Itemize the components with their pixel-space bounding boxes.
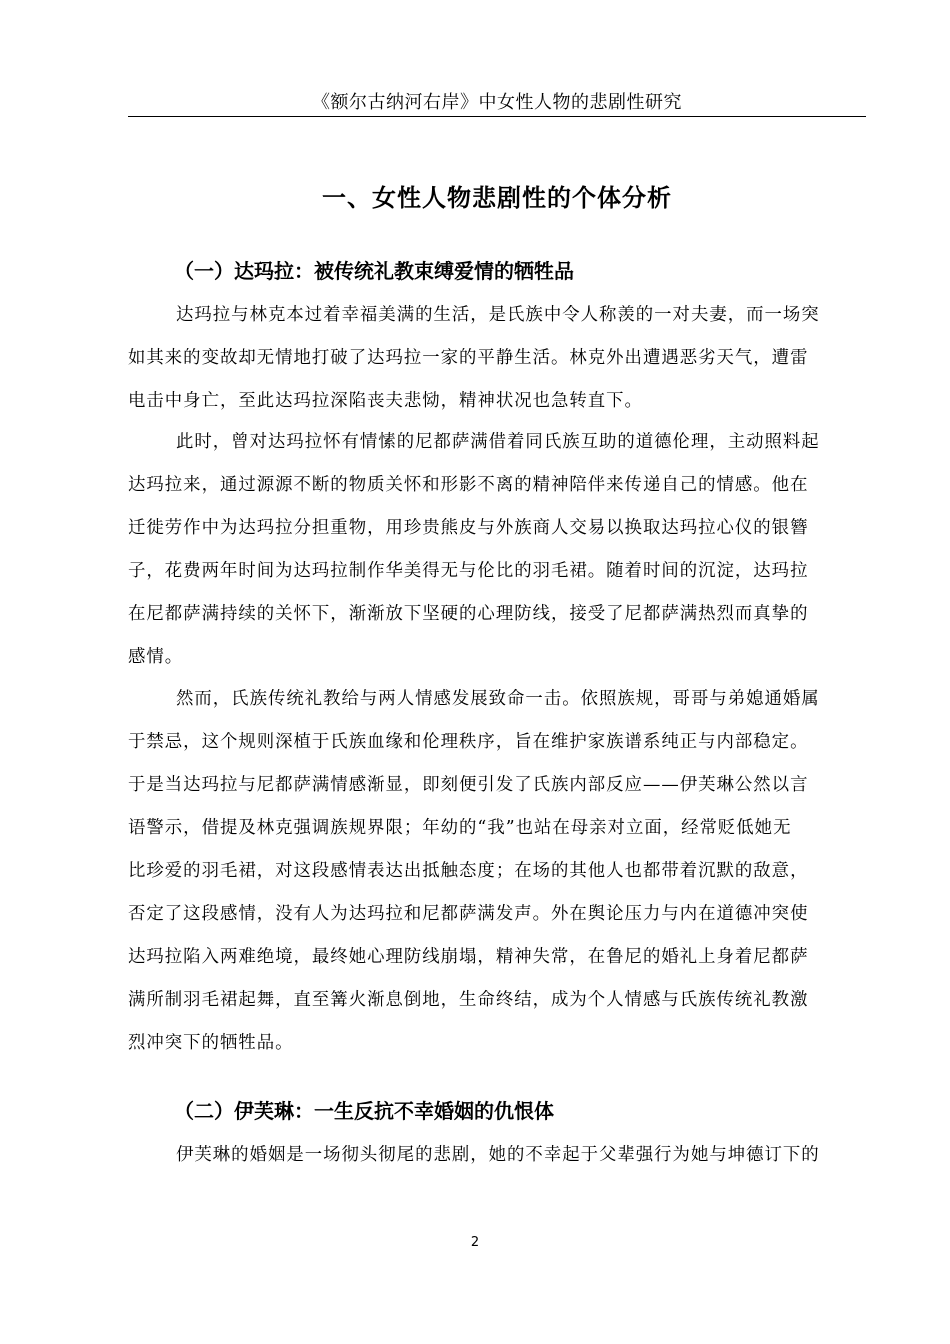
section-title-evelyn: （二）伊芙琳：一生反抗不幸婚姻的仇恨体 (174, 1099, 554, 1123)
paragraph-line: 伊芙琳的婚姻是一场彻头彻尾的悲剧，她的不幸起于父辈强行为她与坤德订下的 (176, 1145, 820, 1165)
paragraph-line: 感情。 (128, 647, 184, 667)
paragraph-line: 否定了这段感情，没有人为达玛拉和尼都萨满发声。外在舆论压力与内在道德冲突使 (128, 904, 809, 924)
running-header-title: 《额尔古纳河右岸》中女性人物的悲剧性研究 (312, 92, 682, 113)
paragraph-line: 如其来的变故却无情地打破了达玛拉一家的平静生活。林克外出遭遇恶劣天气，遭雷 (128, 348, 809, 368)
chapter-title: 一、女性人物悲剧性的个体分析 (322, 184, 672, 212)
paragraph-line: 在尼都萨满持续的关怀下，渐渐放下坚硬的心理防线，接受了尼都萨满热烈而真挚的 (128, 604, 809, 624)
paragraph-line: 达玛拉陷入两难绝境，最终她心理防线崩塌，精神失常，在鲁尼的婚礼上身着尼都萨 (128, 947, 809, 967)
paragraph-line: 烈冲突下的牺牲品。 (128, 1033, 294, 1053)
paragraph-line: 于禁忌，这个规则深植于氏族血缘和伦理秩序，旨在维护家族谱系纯正与内部稳定。 (128, 732, 809, 752)
paragraph-line: 子，花费两年时间为达玛拉制作华美得无与伦比的羽毛裙。随着时间的沉淀，达玛拉 (128, 561, 809, 581)
header-rule (128, 116, 866, 117)
section-title-damala: （一）达玛拉：被传统礼教束缚爱情的牺牲品 (174, 259, 574, 283)
paragraph-line: 语警示，借提及林克强调族规界限；年幼的“我”也站在母亲对立面，经常贬低她无 (128, 818, 792, 838)
paragraph-line: 达玛拉与林克本过着幸福美满的生活，是氏族中令人称羡的一对夫妻，而一场突 (176, 305, 820, 325)
paragraph-line: 满所制羽毛裙起舞，直至篝火渐息倒地，生命终结，成为个人情感与氏族传统礼教激 (128, 990, 809, 1010)
paragraph-line: 达玛拉来，通过源源不断的物质关怀和形影不离的精神陪伴来传递自己的情感。他在 (128, 475, 809, 495)
paragraph-line: 然而，氏族传统礼教给与两人情感发展致命一击。依照族规，哥哥与弟媳通婚属 (176, 689, 820, 709)
paragraph-line: 电击中身亡，至此达玛拉深陷丧夫悲恸，精神状况也急转直下。 (128, 391, 643, 411)
paragraph-line: 比珍爱的羽毛裙，对这段感情表达出抵触态度；在场的其他人也都带着沉默的敌意， (128, 861, 809, 881)
paragraph-line: 于是当达玛拉与尼都萨满情感渐显，即刻便引发了氏族内部反应——伊芙琳公然以言 (128, 775, 809, 795)
paragraph-line: 此时，曾对达玛拉怀有情愫的尼都萨满借着同氏族互助的道德伦理，主动照料起 (176, 432, 820, 452)
page-number: 2 (470, 1235, 480, 1250)
paragraph-line: 迁徙劳作中为达玛拉分担重物，用珍贵熊皮与外族商人交易以换取达玛拉心仪的银簪 (128, 518, 809, 538)
